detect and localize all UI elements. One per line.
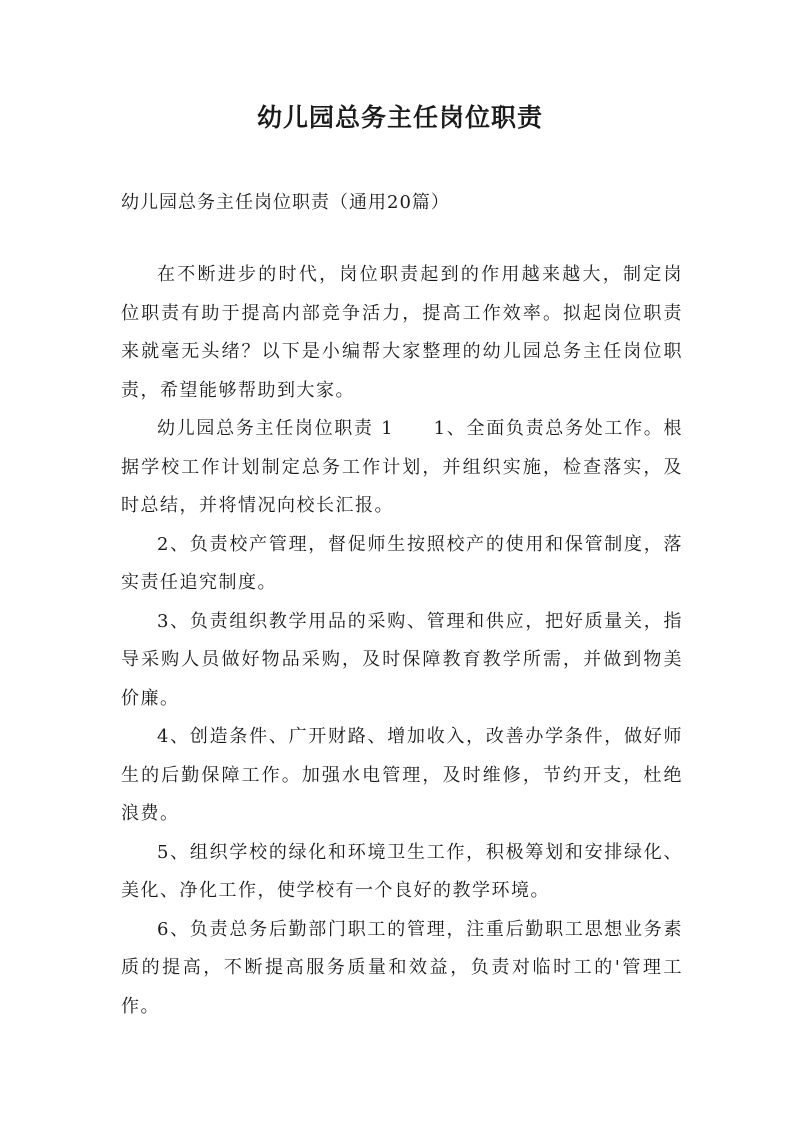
paragraph-intro: 在不断进步的时代，岗位职责起到的作用越来越大，制定岗位职责有助于提高内部竞争活力，提高工作效率。拟起岗位职责来就毫无头绪？以下是小编帮大家整理的幼儿园总务主任岗位职责，希望能够帮助到大家。 (121, 264, 683, 401)
paragraph-duty-2: 2、负责校产管理，督促师生按照校产的使用和保管制度，落实责任追究制度。 (121, 533, 683, 593)
page-title: 幼儿园总务主任岗位职责 (256, 103, 543, 132)
paragraph-duty-1: 幼儿园总务主任岗位职责 1 1、全面负责总务处工作。根据学校工作计划制定总务工作计划，并组织实施，检查落实，及时总结，并将情况向校长汇报。 (121, 418, 683, 516)
document-body (121, 256, 683, 1026)
paragraph-duty-4: 4、创造条件、广开财路、增加收入，改善办学条件，做好师生的后勤保障工作。加强水电管理，及时维修，节约开支，杜绝浪费。 (121, 726, 683, 824)
paragraph-duty-5: 5、组织学校的绿化和环境卫生工作，积极筹划和安排绿化、美化、净化工作，使学校有一个良好的教学环境。 (121, 841, 683, 901)
paragraph-duty-6: 6、负责总务后勤部门职工的管理，注重后勤职工思想业务素质的提高，不断提高服务质量和效益，负责对临时工的'管理工作。 (121, 918, 683, 1017)
paragraph-duty-3: 3、负责组织教学用品的采购、管理和供应，把好质量关，指导采购人员做好物品采购，及时保障教育教学所需，并做到物美价廉。 (121, 610, 683, 709)
document-subtitle: 幼儿园总务主任岗位职责（通用20篇） (121, 192, 450, 213)
